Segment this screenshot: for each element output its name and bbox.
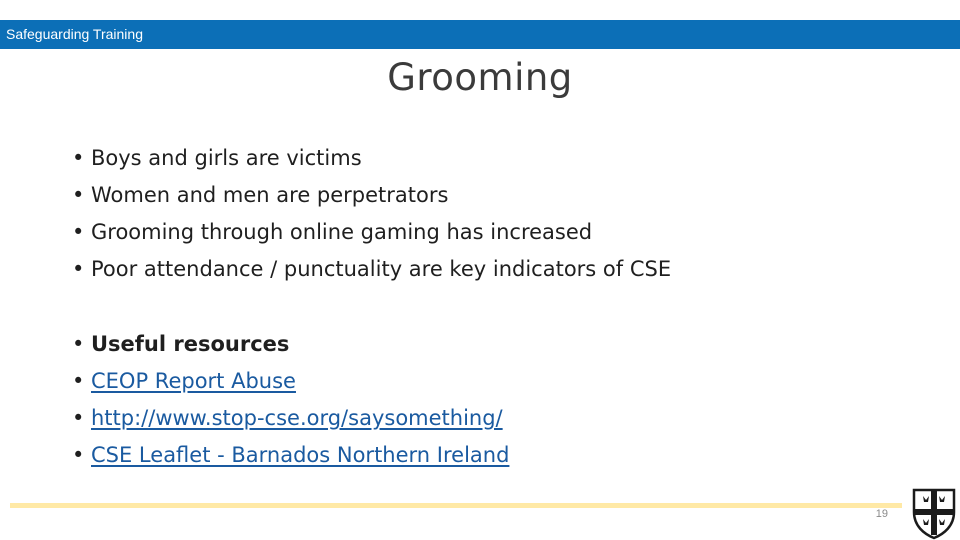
- header-bar: [0, 20, 960, 49]
- resource-item: [72, 400, 509, 437]
- cse-leaflet-link[interactable]: CSE Leaflet - Barnados Northern Ireland: [91, 443, 510, 467]
- key-point: [72, 214, 671, 251]
- key-point: [72, 140, 671, 177]
- bullet-icon: •: [72, 369, 85, 393]
- key-point-text: Poor attendance / punctuality are key indicators of CSE: [91, 257, 672, 281]
- stop-cse-link[interactable]: http://www.stop-cse.org/saysomething/: [91, 406, 503, 430]
- resources-heading: Useful resources: [91, 332, 290, 356]
- key-point-text: Grooming through online gaming has increased: [91, 220, 593, 244]
- school-crest-icon: [908, 488, 960, 540]
- key-point: [72, 177, 671, 214]
- bullet-icon: •: [72, 220, 85, 244]
- resource-item: [72, 363, 509, 400]
- key-point-text: Women and men are perpetrators: [91, 183, 449, 207]
- key-point: [72, 251, 671, 288]
- resources-list: [72, 326, 509, 474]
- bullet-icon: •: [72, 406, 85, 430]
- key-point-text: Boys and girls are victims: [91, 146, 362, 170]
- resources-heading-item: [72, 326, 509, 363]
- key-points-list: [72, 140, 671, 288]
- header-title: Safeguarding Training: [6, 26, 143, 42]
- bullet-icon: •: [72, 146, 85, 170]
- bullet-icon: •: [72, 332, 85, 356]
- slide-title: Grooming: [387, 56, 573, 99]
- page-number: 19: [875, 508, 888, 520]
- footer-divider: [10, 503, 902, 508]
- ceop-report-abuse-link[interactable]: CEOP Report Abuse: [91, 369, 296, 393]
- bullet-icon: •: [72, 183, 85, 207]
- resource-item: [72, 437, 509, 474]
- bullet-icon: •: [72, 443, 85, 467]
- bullet-icon: •: [72, 257, 85, 281]
